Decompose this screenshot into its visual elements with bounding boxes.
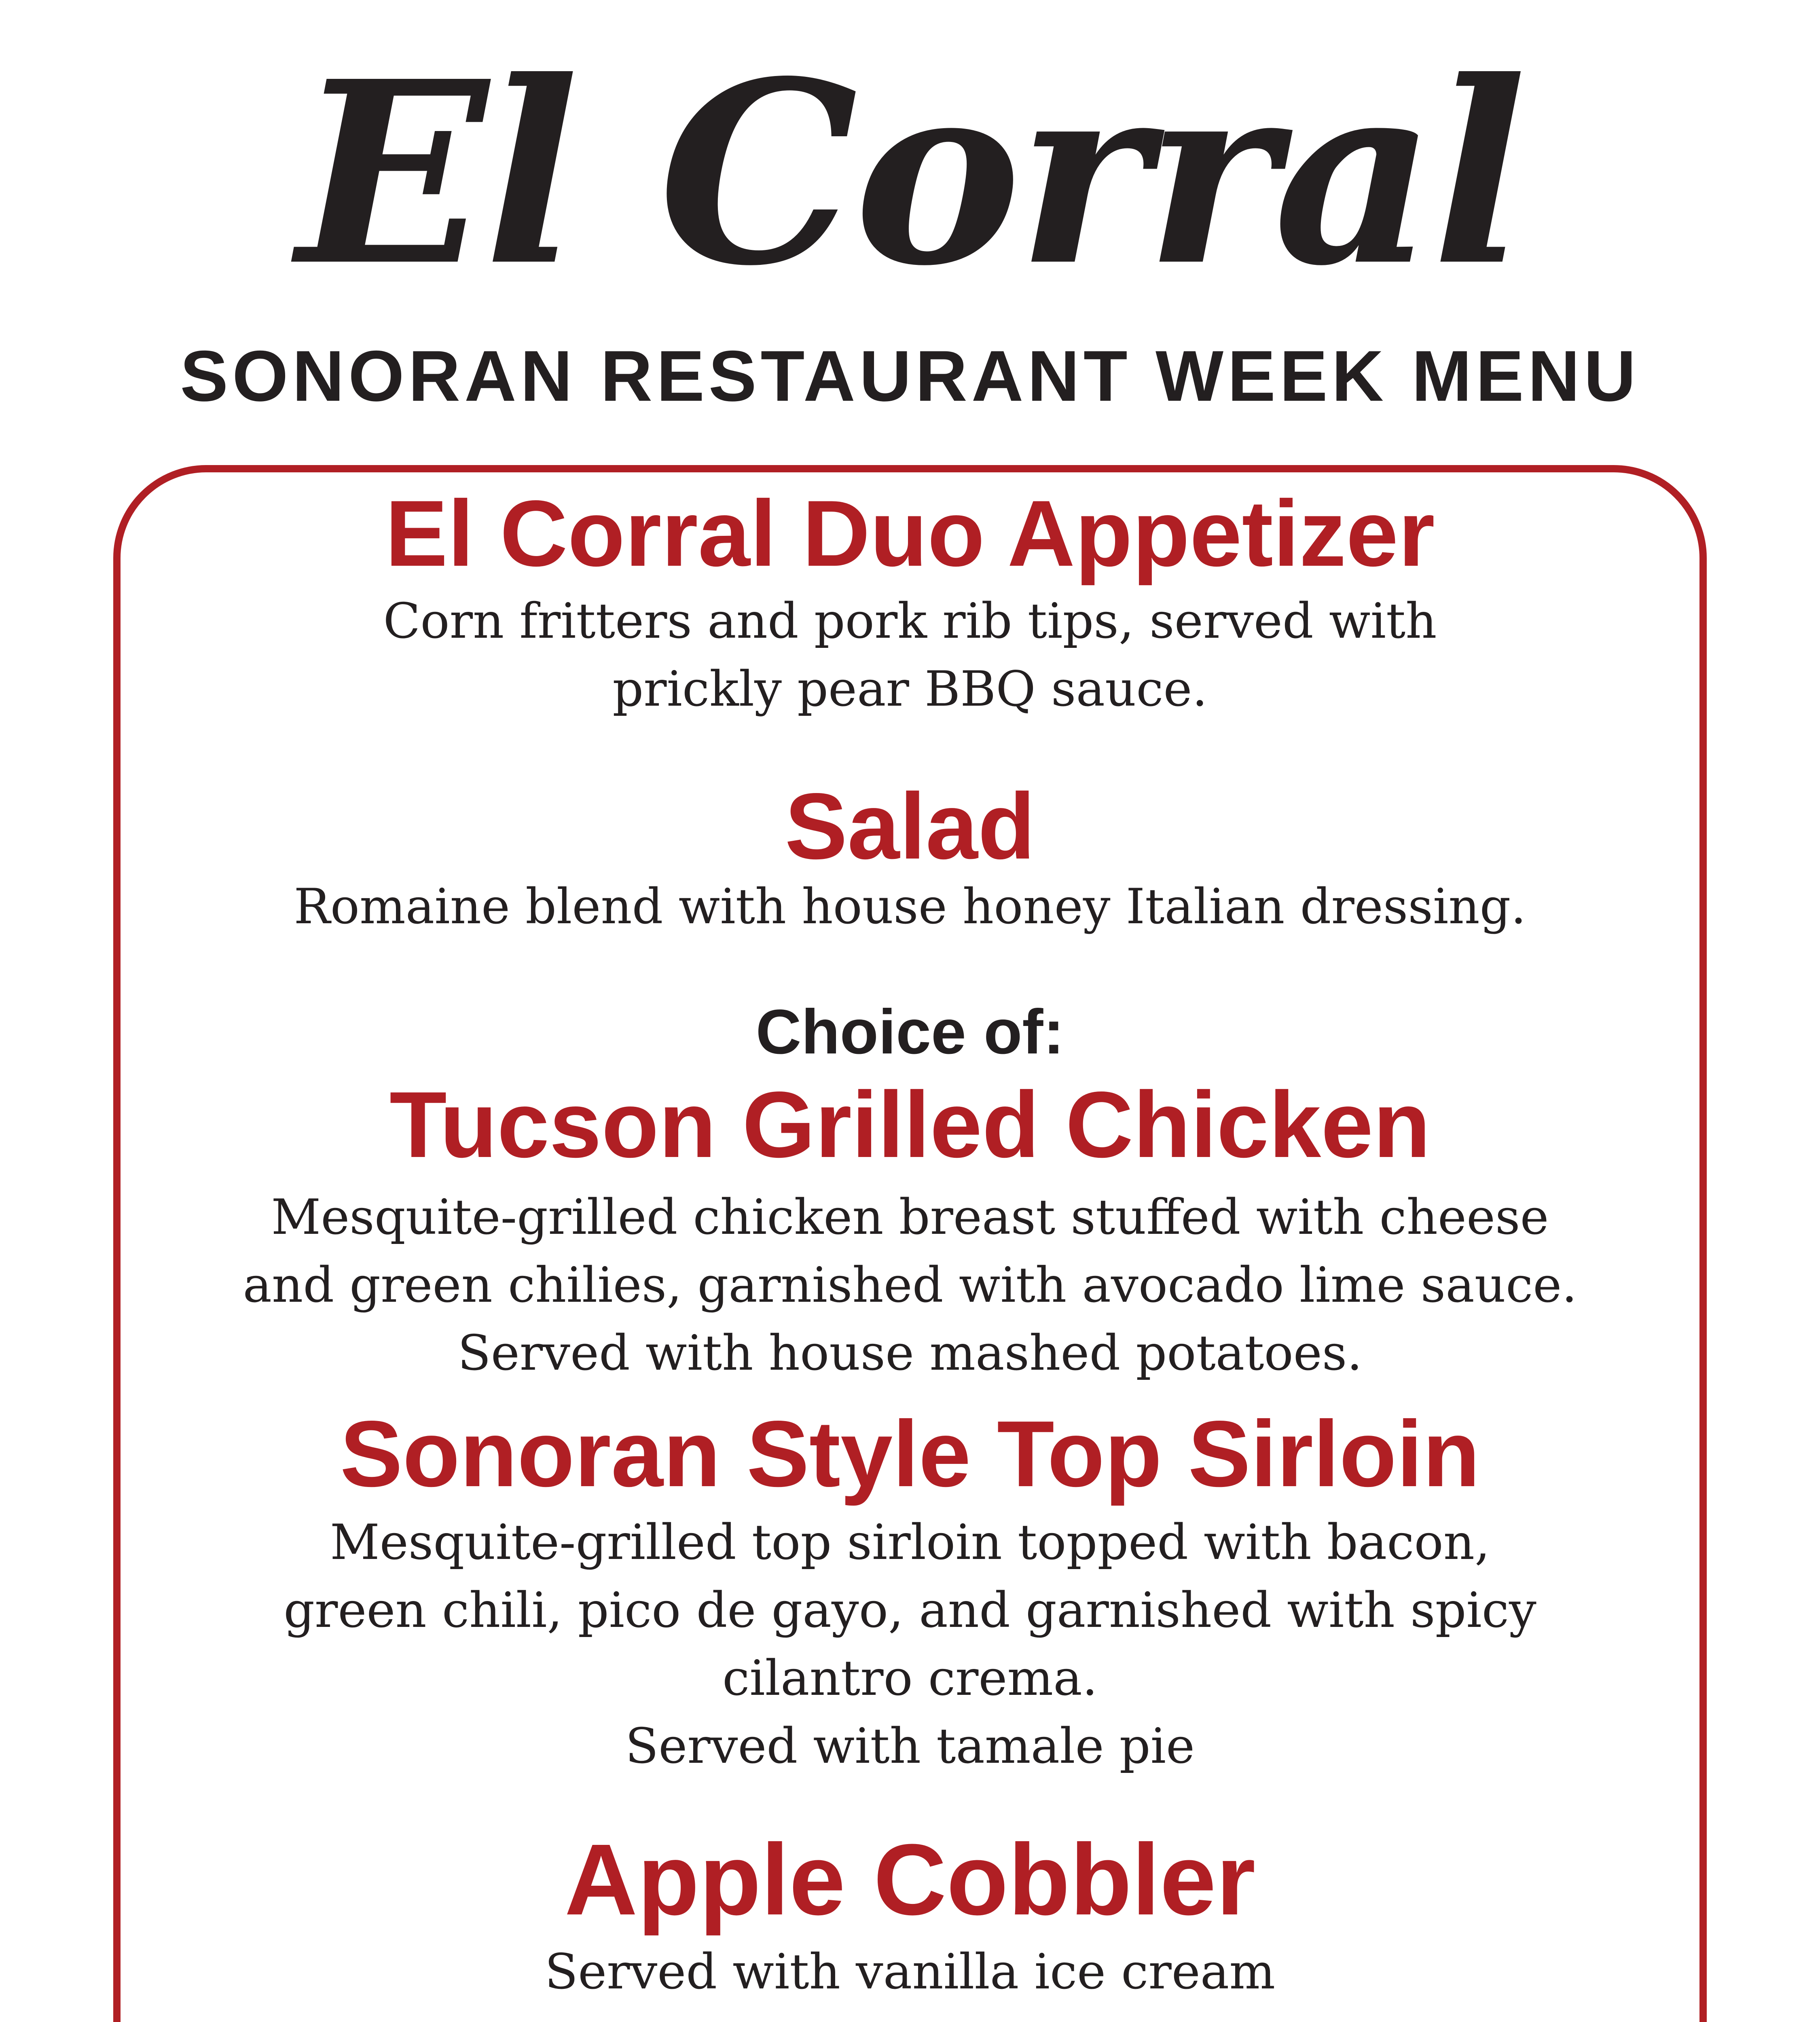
salad-title: Salad <box>785 774 1035 879</box>
sirloin-desc-line-1: Mesquite-grilled top sirloin topped with bacon, <box>330 1514 1490 1571</box>
menu-subtitle: SONORAN RESTAURANT WEEK MENU <box>180 336 1640 416</box>
sirloin-title: Sonoran Style Top Sirloin <box>340 1402 1480 1506</box>
sirloin-desc-line-2: green chili, pico de gayo, and garnished with spicy <box>284 1582 1536 1639</box>
dessert-section <box>113 1825 1707 2006</box>
menu-content <box>113 483 1707 2022</box>
salad-section <box>113 776 1707 941</box>
sirloin-desc-line-3: cilantro crema. <box>722 1650 1098 1707</box>
chicken-desc-line-2: and green chilies, garnished with avocado lime sauce. <box>243 1257 1577 1313</box>
appetizer-title: El Corral Duo Appetizer <box>385 481 1435 586</box>
dessert-title: Apple Cobbler <box>564 1823 1256 1936</box>
chicken-desc-line-3: Served with house mashed potatoes. <box>457 1325 1363 1381</box>
dessert-desc-line-1: Served with vanilla ice cream <box>544 1944 1276 2000</box>
sirloin-desc-line-4: Served with tamale pie <box>625 1718 1195 1775</box>
appetizer-desc-line-2: prickly pear BBQ sauce. <box>612 661 1208 717</box>
chicken-desc-line-1: Mesquite-grilled chicken breast stuffed with cheese <box>271 1189 1549 1246</box>
chicken-section <box>113 1074 1707 1387</box>
appetizer-desc-line-1: Corn fritters and pork rib tips, served with <box>383 593 1437 649</box>
restaurant-logo: El Corral <box>297 27 1523 321</box>
sirloin-section <box>113 1404 1707 1781</box>
chicken-title: Tucson Grilled Chicken <box>389 1072 1431 1177</box>
salad-desc-line-1: Romaine blend with house honey Italian dressing. <box>294 879 1526 935</box>
choice-label: Choice of: <box>756 997 1064 1067</box>
appetizer-section <box>113 483 1707 723</box>
